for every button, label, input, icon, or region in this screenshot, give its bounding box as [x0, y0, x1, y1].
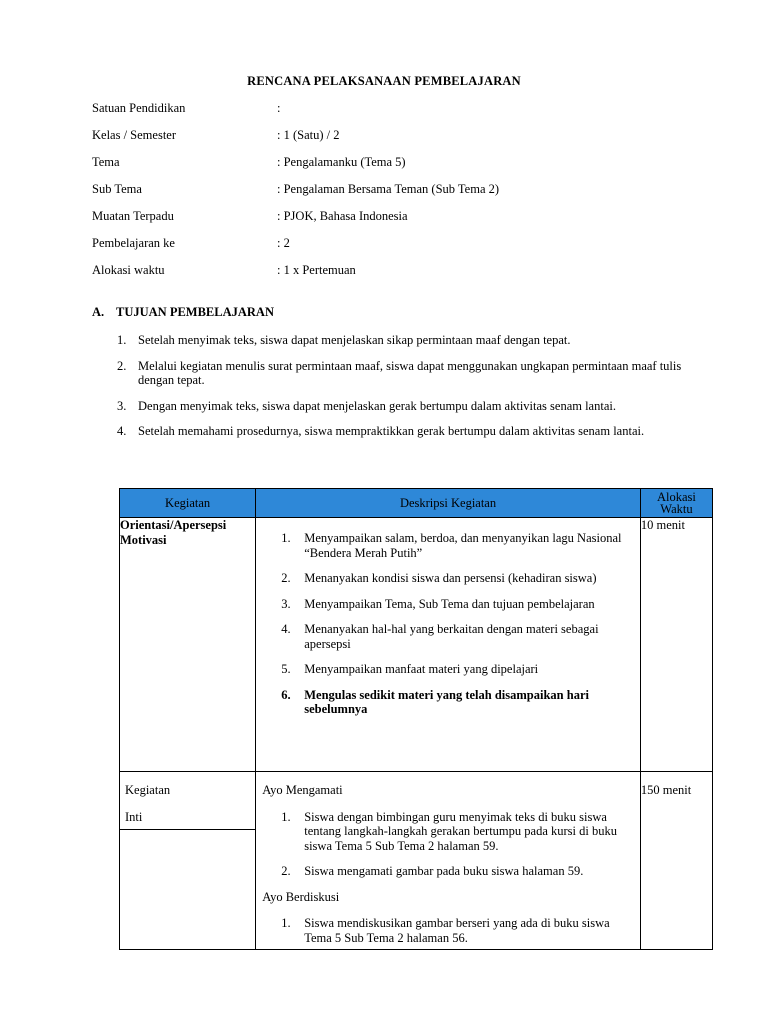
info-value: :: [277, 101, 281, 115]
list-number: 1.: [281, 531, 291, 545]
list-number: 6.: [281, 687, 291, 702]
info-value: : 2: [277, 236, 290, 250]
list-text: Siswa mendiskusikan gambar berseri yang ada di buku siswa Tema 5 Sub Tema 2 halaman 56.: [304, 916, 610, 945]
list-text: Menanyakan kondisi siswa dan persensi (kehadiran siswa): [304, 571, 597, 585]
list-number: 3.: [117, 398, 127, 413]
kegiatan-cell: [120, 772, 256, 950]
list-number: 4.: [281, 622, 291, 636]
list-text: Melalui kegiatan menulis surat permintaan maaf, siswa dapat menggunakan ungkapan permintaan maaf tulis dengan tepat.: [138, 358, 682, 387]
kegiatan-label: Inti: [125, 810, 143, 824]
list-text: Menyampaikan salam, berdoa, dan menyanyikan lagu Nasional “Bendera Merah Putih”: [304, 531, 622, 560]
deskripsi-cell: [256, 772, 641, 950]
steps-list: [256, 531, 640, 717]
info-value: : 1 x Pertemuan: [277, 263, 356, 277]
header-kegiatan: Kegiatan: [120, 489, 256, 518]
list-item: [256, 864, 640, 879]
table-header-row: [120, 489, 713, 518]
header-alokasi: Alokasi Waktu: [640, 489, 712, 518]
list-number: 1.: [117, 333, 127, 347]
list-text: Setelah menyimak teks, siswa dapat menjelaskan sikap permintaan maaf dengan tepat.: [138, 333, 571, 347]
section-heading-tujuan: [92, 305, 274, 320]
info-value: : 1 (Satu) / 2: [277, 128, 340, 142]
steps-list: [256, 916, 640, 945]
info-label: Alokasi waktu: [92, 263, 165, 277]
info-label: Satuan Pendidikan: [92, 101, 186, 115]
info-label: Sub Tema: [92, 182, 142, 196]
table-row: [120, 772, 713, 950]
list-item: [256, 571, 640, 586]
list-text: Mengulas sedikit materi yang telah disampaikan hari sebelumnya: [304, 687, 589, 716]
document-title: RENCANA PELAKSANAAN PEMBELAJARAN: [247, 74, 521, 88]
list-item: [117, 359, 707, 388]
alokasi-cell: 150 menit: [640, 772, 712, 950]
alokasi-cell: 10 menit: [640, 518, 712, 772]
list-item: [256, 622, 640, 651]
list-number: 2.: [117, 358, 127, 373]
activity-heading: Ayo Mengamati: [262, 783, 343, 797]
list-text: Menanyakan hal-hal yang berkaitan dengan materi sebagai apersepsi: [304, 622, 599, 651]
kegiatan-cell: [120, 518, 256, 772]
list-item: [256, 662, 640, 677]
list-number: 1.: [281, 916, 291, 930]
kegiatan-label: Orientasi/Apersepsi Motivasi: [120, 518, 227, 547]
header-deskripsi: Deskripsi Kegiatan: [256, 489, 641, 518]
info-label: Muatan Terpadu: [92, 209, 174, 223]
tujuan-list: [117, 333, 707, 450]
list-item: [117, 333, 707, 348]
list-item: [117, 424, 707, 439]
list-item: [256, 597, 640, 612]
info-value: : PJOK, Bahasa Indonesia: [277, 209, 408, 223]
list-text: Siswa mengamati gambar pada buku siswa halaman 59.: [304, 864, 584, 878]
list-item: [256, 916, 640, 945]
info-value: : Pengalamanku (Tema 5): [277, 155, 406, 169]
info-label: Kelas / Semester: [92, 128, 177, 142]
kegiatan-label: Kegiatan: [125, 783, 171, 797]
kegiatan-table: [119, 488, 713, 950]
list-number: 4.: [117, 424, 127, 438]
section-title: TUJUAN PEMBELAJARAN: [116, 305, 274, 319]
list-text: Menyampaikan manfaat materi yang dipelajari: [304, 662, 539, 676]
list-number: 5.: [281, 662, 291, 676]
list-item: [256, 531, 640, 560]
info-value: : Pengalaman Bersama Teman (Sub Tema 2): [277, 182, 500, 196]
activity-heading: Ayo Berdiskusi: [262, 889, 340, 904]
list-number: 2.: [281, 571, 291, 585]
info-label: Tema: [92, 155, 120, 169]
cell-divider: [120, 829, 255, 830]
list-item: [256, 688, 640, 717]
list-item: [256, 810, 640, 854]
info-label: Pembelajaran ke: [92, 236, 175, 250]
list-number: 1.: [281, 809, 291, 824]
list-item: [117, 399, 707, 414]
steps-list: [256, 810, 640, 879]
list-text: Siswa dengan bimbingan guru menyimak teks di buku siswa tentang langkah-langkah gerakan bertumpu pada kursi di buku siswa Tema 5 Sub Tema 2 halaman 59.: [304, 809, 617, 853]
list-number: 3.: [281, 596, 291, 611]
table-row: [120, 518, 713, 772]
list-text: Setelah memahami prosedurnya, siswa mempraktikkan gerak bertumpu dalam aktivitas senam lantai.: [138, 424, 645, 438]
deskripsi-cell: [256, 518, 641, 772]
list-text: Dengan menyimak teks, siswa dapat menjelaskan gerak bertumpu dalam aktivitas senam lantai.: [138, 398, 616, 413]
list-number: 2.: [281, 864, 291, 878]
list-text: Menyampaikan Tema, Sub Tema dan tujuan pembelajaran: [304, 596, 595, 611]
section-letter: A.: [92, 305, 105, 319]
